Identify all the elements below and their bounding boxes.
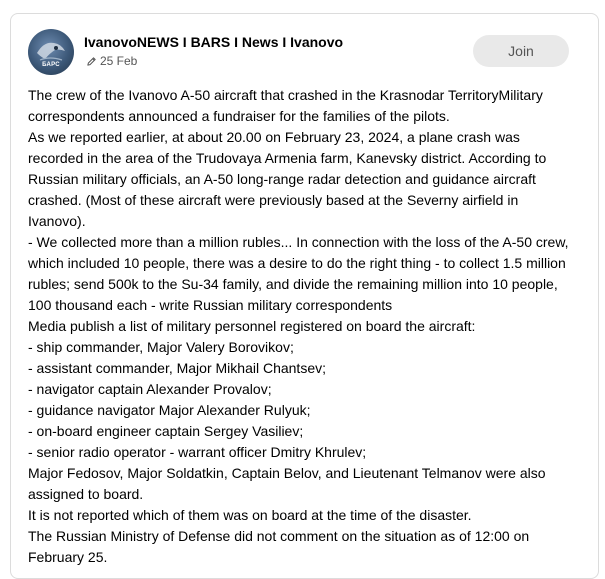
avatar-emblem-icon: [28, 29, 74, 75]
post-card: [10, 13, 599, 579]
channel-name[interactable]: IvanovoNEWS I BARS I News I Ivanovo: [84, 34, 344, 50]
post-text-line: assigned to board.: [28, 486, 144, 502]
post-text-line: rubles; send 500k to the Su-34 family, and divide the remaining million into 10 people,: [28, 276, 558, 292]
post-text-line: - senior radio operator - warrant officer Dmitry Khrulev;: [28, 444, 367, 460]
post-text-line: February 25.: [28, 549, 108, 565]
post-text-line: crashed. (Most of these aircraft were previously based at the Severny airfield in: [28, 192, 519, 208]
post-text-line: which included 10 people, there was a desire to do the right thing - to collect 1.5 million: [28, 255, 566, 271]
post-body: [28, 85, 588, 568]
post-text-line: As we reported earlier, at about 20.00 on February 23, 2024, a plane crash was: [28, 129, 520, 145]
post-text-line: - ship commander, Major Valery Borovikov;: [28, 339, 294, 355]
pencil-icon: [86, 56, 97, 67]
post-text-line: Russian military officials, an A-50 long-range radar detection and guidance aircraft: [28, 171, 536, 187]
post-text-line: Media publish a list of military personnel registered on board the aircraft:: [28, 318, 476, 334]
post-meta: [86, 54, 137, 68]
post-text-line: - navigator captain Alexander Provalov;: [28, 381, 272, 397]
avatar-label: БАРС: [42, 62, 60, 68]
post-text-line: Major Fedosov, Major Soldatkin, Captain Belov, and Lieutenant Telmanov were also: [28, 465, 546, 481]
post-text-line: 100 thousand each - write Russian military correspondents: [28, 297, 393, 313]
join-button[interactable]: Join: [473, 35, 569, 67]
post-text-line: recorded in the area of the Trudovaya Armenia farm, Kanevsky district. According to: [28, 150, 547, 166]
post-text-line: - We collected more than a million rubles... In connection with the loss of the A-50 crew,: [28, 234, 569, 250]
post-text-line: The Russian Ministry of Defense did not comment on the situation as of 12:00 on: [28, 528, 530, 544]
channel-avatar[interactable]: [28, 29, 74, 75]
post-text-line: Ivanovo).: [28, 213, 86, 229]
post-text-line: - guidance navigator Major Alexander Rulyuk;: [28, 402, 311, 418]
post-text-line: It is not reported which of them was on board at the time of the disaster.: [28, 507, 472, 523]
post-text-line: - on-board engineer captain Sergey Vasiliev;: [28, 423, 304, 439]
post-text-line: The crew of the Ivanovo A-50 aircraft that crashed in the Krasnodar TerritoryMilitary: [28, 87, 543, 103]
post-date: 25 Feb: [100, 54, 138, 68]
post-text-line: correspondents announced a fundraiser for the families of the pilots.: [28, 108, 450, 124]
post-text-line: - assistant commander, Major Mikhail Chantsev;: [28, 360, 326, 376]
